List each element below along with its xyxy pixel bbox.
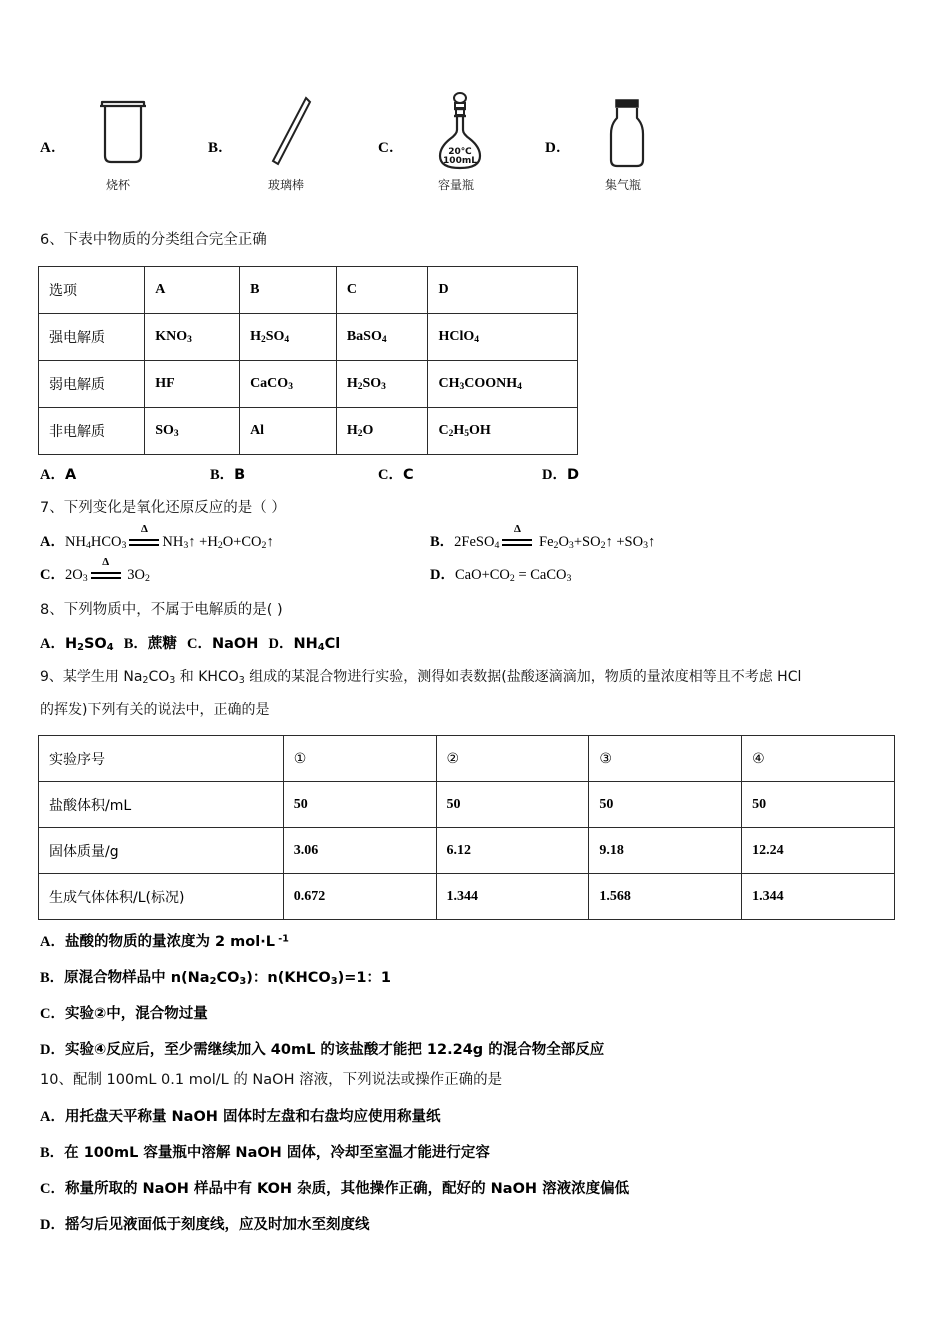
question-9-option-b[interactable]: [40, 966, 391, 987]
option-8-c-label: C．: [187, 636, 212, 652]
option-7-a-label: A．: [40, 534, 65, 550]
cell-hcl-volume-2: 50: [436, 782, 589, 828]
table-row: [39, 408, 578, 455]
option-7-d-equation: $CaO+CO_2$ = CaCO$_3$: [454, 567, 572, 585]
apparatus-caption-b: 玻璃棒: [267, 178, 304, 192]
question-10-option-d[interactable]: [40, 1213, 369, 1234]
option-10-a-label: A．: [40, 1109, 65, 1125]
row-label-strong-electrolyte: 强电解质: [39, 314, 145, 361]
option-letter-b: B.: [208, 140, 223, 156]
question-8-stem: 8、下列物质中，不属于电解质的是( ): [40, 602, 283, 618]
question-9-stem-line-1: 9、某学生用 $Na_2CO_3$ 和 $KHCO_3$ 组成的某混合物进行实验，测得如表数据(盐酸逐滴滴加，物质的量浓度相等且不考虑 HCl: [40, 669, 802, 687]
option-7-c-label: C．: [40, 567, 65, 583]
question-8-options[interactable]: [40, 632, 340, 653]
cell-header-1: A: [145, 267, 240, 314]
question-10-option-b[interactable]: [40, 1141, 490, 1162]
question-6-option-b[interactable]: [210, 463, 245, 484]
question-10-option-c[interactable]: [40, 1177, 629, 1198]
cell-hcl-volume-4: 50: [742, 782, 895, 828]
option-10-b-label: B．: [40, 1145, 65, 1161]
table-row: [39, 874, 895, 920]
cell-header-0: 选项: [39, 267, 145, 314]
option-8-d-text: $NH_4Cl$: [293, 636, 341, 654]
option-6-c-text: C: [402, 467, 414, 483]
cell-exp-4: ④: [742, 736, 895, 782]
option-9-d-text: 实验④反应后，至少需继续加入 40mL 的该盐酸才能把 12.24g 的混合物全部反应: [64, 1042, 605, 1058]
cell-weak-b: CaCO$_3$: [240, 361, 337, 408]
cell-gas-volume-4: 1.344: [742, 874, 895, 920]
option-10-d-label: D．: [40, 1217, 65, 1233]
option-6-c-label: C．: [378, 467, 403, 483]
question-10-stem: 10、配制 100mL 0.1 mol/L 的 NaOH 溶液，下列说法或操作正确的是: [40, 1072, 503, 1088]
cell-gas-volume-2: 1.344: [436, 874, 589, 920]
option-letter-d: D.: [545, 140, 561, 156]
row-label-solid-mass: 固体质量/g: [39, 828, 284, 874]
option-8-a-text: $H_2SO_4$: [64, 636, 114, 654]
cell-exp-3: ③: [589, 736, 742, 782]
table-row: [39, 828, 895, 874]
apparatus-caption-d: 集气瓶: [604, 178, 641, 192]
cell-gas-volume-1: 0.672: [283, 874, 436, 920]
cell-solid-mass-4: 12.24: [742, 828, 895, 874]
table-row: [39, 314, 578, 361]
glass-rod-icon: [242, 92, 334, 174]
option-10-b-text: 在 100mL 容量瓶中溶解 NaOH 固体，冷却至室温才能进行定容: [64, 1145, 490, 1161]
apparatus-options-row: [40, 92, 680, 202]
question-7-option-d[interactable]: [430, 563, 571, 584]
table-row-header: [39, 736, 895, 782]
cell-non-c: $H_2O$: [336, 408, 428, 455]
question-6-table: [38, 266, 578, 455]
option-8-a-label: A．: [40, 636, 65, 652]
cell-weak-a: HF: [145, 361, 240, 408]
question-9-table: [38, 735, 895, 920]
reaction-arrow-delta-icon: Δ: [502, 535, 532, 550]
option-9-c-text: 实验②中，混合物过量: [64, 1006, 208, 1022]
table-row: [39, 361, 578, 408]
table-row: [39, 782, 895, 828]
option-7-b-equation: 2FeSO$_4$ Δ $Fe_2O_3+SO_2↑$ $+SO_3↑$: [454, 523, 656, 552]
option-6-a-text: A: [64, 467, 77, 483]
question-7-option-a[interactable]: [40, 523, 274, 552]
row-label-non-electrolyte: 非电解质: [39, 408, 145, 455]
reaction-arrow-delta-icon: Δ: [129, 535, 159, 550]
option-7-c-equation: $2O_3$ Δ $3O_2$: [64, 556, 150, 585]
cell-solid-mass-3: 9.18: [589, 828, 742, 874]
option-10-c-text: 称量所取的 NaOH 样品中有 KOH 杂质，其他操作正确，配好的 NaOH 溶液浓度偏低: [64, 1181, 630, 1197]
option-9-a-label: A．: [40, 934, 65, 950]
option-6-d-text: D: [566, 467, 580, 483]
cell-gas-volume-3: 1.568: [589, 874, 742, 920]
question-9-option-a[interactable]: [40, 930, 289, 951]
option-8-d-label: D．: [268, 636, 294, 652]
cell-header-4: D: [428, 267, 578, 314]
cell-non-a: $SO_3$: [145, 408, 240, 455]
cell-header-3: C: [336, 267, 428, 314]
apparatus-caption-c: 容量瓶: [437, 178, 474, 192]
cell-header-2: B: [240, 267, 337, 314]
row-label-weak-electrolyte: 弱电解质: [39, 361, 145, 408]
cell-strong-a: $KNO_3$: [145, 314, 240, 361]
option-letter-a: A.: [40, 140, 56, 156]
option-9-c-label: C．: [40, 1006, 65, 1022]
row-label-experiment-number: 实验序号: [39, 736, 284, 782]
cell-hcl-volume-1: 50: [283, 782, 436, 828]
question-9-option-c[interactable]: [40, 1002, 208, 1023]
table-row-header: [39, 267, 578, 314]
cell-strong-b: $H_2SO_4$: [240, 314, 337, 361]
cell-weak-d: $CH_3COONH_4$: [428, 361, 578, 408]
question-6-stem: 6、下表中物质的分类组合完全正确: [40, 232, 267, 248]
question-7-option-c[interactable]: [40, 556, 150, 585]
cell-non-d: $C_2H_5OH$: [428, 408, 578, 455]
flask-label-volume: 100mL: [443, 156, 477, 166]
cell-strong-d: HClO$_4$: [428, 314, 578, 361]
option-10-c-label: C．: [40, 1181, 65, 1197]
option-6-b-label: B．: [210, 467, 235, 483]
option-8-c-text: NaOH: [212, 636, 259, 652]
cell-exp-1: ①: [283, 736, 436, 782]
cell-solid-mass-2: 6.12: [436, 828, 589, 874]
question-10-option-a[interactable]: [40, 1105, 440, 1126]
option-6-d-label: D．: [542, 467, 567, 483]
cell-strong-c: BaSO$_4$: [336, 314, 428, 361]
beaker-icon: [74, 92, 166, 174]
apparatus-option-d[interactable]: [545, 92, 695, 202]
apparatus-caption-a: 烧杯: [105, 178, 130, 192]
option-10-d-text: 摇匀后见液面低于刻度线，应及时加水至刻度线: [64, 1217, 370, 1233]
option-7-d-label: D．: [430, 567, 455, 583]
question-6-option-a[interactable]: [40, 463, 76, 484]
option-9-a-text: 盐酸的物质的量浓度为 2 mol·L $^{-1}$: [64, 933, 289, 950]
cell-weak-c: $H_2SO_3$: [336, 361, 428, 408]
question-9-option-d[interactable]: [40, 1038, 604, 1059]
option-8-b-text: 蔗糖: [147, 636, 177, 652]
option-7-a-equation: $NH_4HCO_3$ Δ $NH_3↑$ $+H_2O+CO_2↑$: [64, 523, 274, 552]
reaction-arrow-delta-icon: Δ: [91, 568, 121, 583]
question-7-stem: 7、下列变化是氧化还原反应的是（ ）: [40, 500, 286, 516]
question-7-option-b[interactable]: [430, 523, 656, 552]
row-label-gas-volume: 生成气体体积/L(标况): [39, 874, 284, 920]
cell-exp-2: ②: [436, 736, 589, 782]
apparatus-option-c[interactable]: [378, 92, 528, 202]
cell-non-b: Al: [240, 408, 337, 455]
option-10-a-text: 用托盘天平称量 NaOH 固体时左盘和右盘均应使用称量纸: [64, 1109, 441, 1125]
cell-hcl-volume-3: 50: [589, 782, 742, 828]
volumetric-flask-icon: [412, 92, 504, 174]
gas-collecting-bottle-icon: [579, 92, 671, 174]
cell-solid-mass-1: 3.06: [283, 828, 436, 874]
question-6-option-c[interactable]: [378, 463, 414, 484]
question-6-option-d[interactable]: [542, 463, 579, 484]
option-6-a-label: A．: [40, 467, 65, 483]
option-6-b-text: B: [234, 467, 246, 483]
apparatus-option-b[interactable]: [208, 92, 358, 202]
option-8-b-label: B．: [123, 636, 148, 652]
question-9-stem-line-2: 的挥发)下列有关的说法中，正确的是: [40, 702, 270, 718]
option-7-b-label: B．: [430, 534, 455, 550]
option-9-d-label: D．: [40, 1042, 65, 1058]
option-9-b-label: B．: [40, 970, 65, 986]
option-letter-c: C.: [378, 140, 394, 156]
apparatus-option-a[interactable]: [40, 92, 190, 202]
flask-label-temperature: 20℃: [448, 147, 472, 157]
option-9-b-text: 原混合物样品中 $n(Na_2CO_3)$：$n(KHCO_3)=1$：1: [64, 970, 392, 988]
row-label-hcl-volume: 盐酸体积/mL: [39, 782, 284, 828]
